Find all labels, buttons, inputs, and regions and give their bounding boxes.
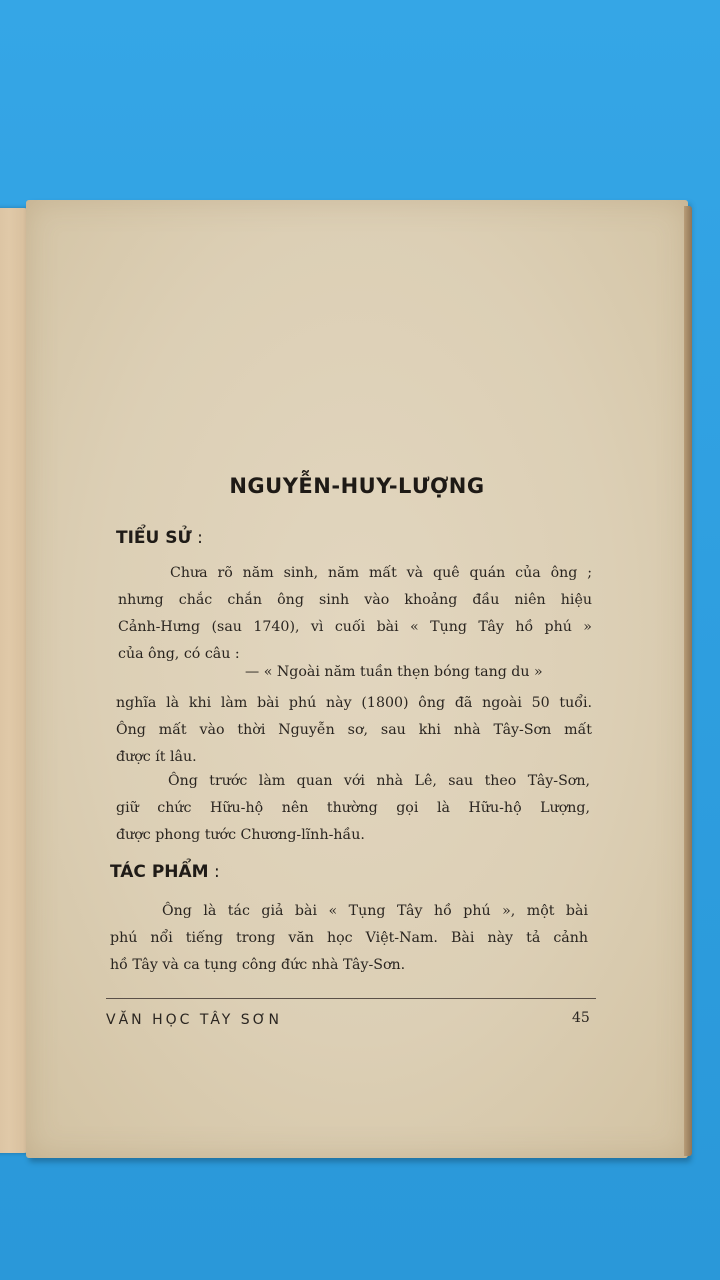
- text-line: được ít lâu.: [116, 749, 197, 765]
- works-paragraph-1: [110, 898, 588, 979]
- biography-paragraph-1: [118, 560, 592, 668]
- page-stack-edge: [684, 206, 692, 1156]
- section-heading-works: TÁC PHẨM :: [110, 862, 220, 882]
- text-line: của ông, có câu :: [118, 646, 240, 662]
- biography-paragraph-3: [116, 768, 590, 849]
- footer-divider: [106, 998, 596, 999]
- running-footer-title: VĂN HỌC TÂY SƠN: [106, 1012, 282, 1028]
- text-line: được phong tước Chương-lĩnh-hầu.: [116, 827, 365, 843]
- page-title: NGUYỄN-HUY-LƯỢNG: [229, 474, 485, 498]
- section-heading-biography-text: TIỂU SỬ: [116, 528, 192, 548]
- text-line: Ông trước làm quan với nhà Lê, sau theo Tây-Sơn,: [168, 773, 590, 789]
- section-heading-biography: TIỂU SỬ :: [116, 528, 203, 548]
- text-line: giữ chức Hữu-hộ nên thường gọi là Hữu-hộ Lượng,: [116, 800, 590, 816]
- text-line: hồ Tây và ca tụng công đức nhà Tây-Sơn.: [110, 957, 406, 973]
- text-line: nhưng chắc chắn ông sinh vào khoảng đầu niên hiệu: [118, 592, 592, 608]
- verse-quote: — « Ngoài năm tuần thẹn bóng tang du »: [245, 664, 543, 680]
- page-number: 45: [572, 1010, 590, 1026]
- text-line: Ông là tác giả bài « Tụng Tây hồ phú », một bài: [162, 903, 588, 919]
- section-heading-works-text: TÁC PHẨM: [110, 862, 209, 882]
- text-line: phú nổi tiếng trong văn học Việt-Nam. Bài này tả cảnh: [110, 930, 588, 946]
- text-line: Chưa rõ năm sinh, năm mất và quê quán của ông ;: [170, 565, 592, 581]
- text-line: nghĩa là khi làm bài phú này (1800) ông đã ngoài 50 tuổi.: [116, 695, 592, 711]
- text-line: Ông mất vào thời Nguyễn sơ, sau khi nhà Tây-Sơn mất: [116, 722, 592, 738]
- text-line: Cảnh-Hưng (sau 1740), vì cuối bài « Tụng Tây hồ phú »: [118, 619, 592, 635]
- biography-paragraph-2: [116, 690, 592, 771]
